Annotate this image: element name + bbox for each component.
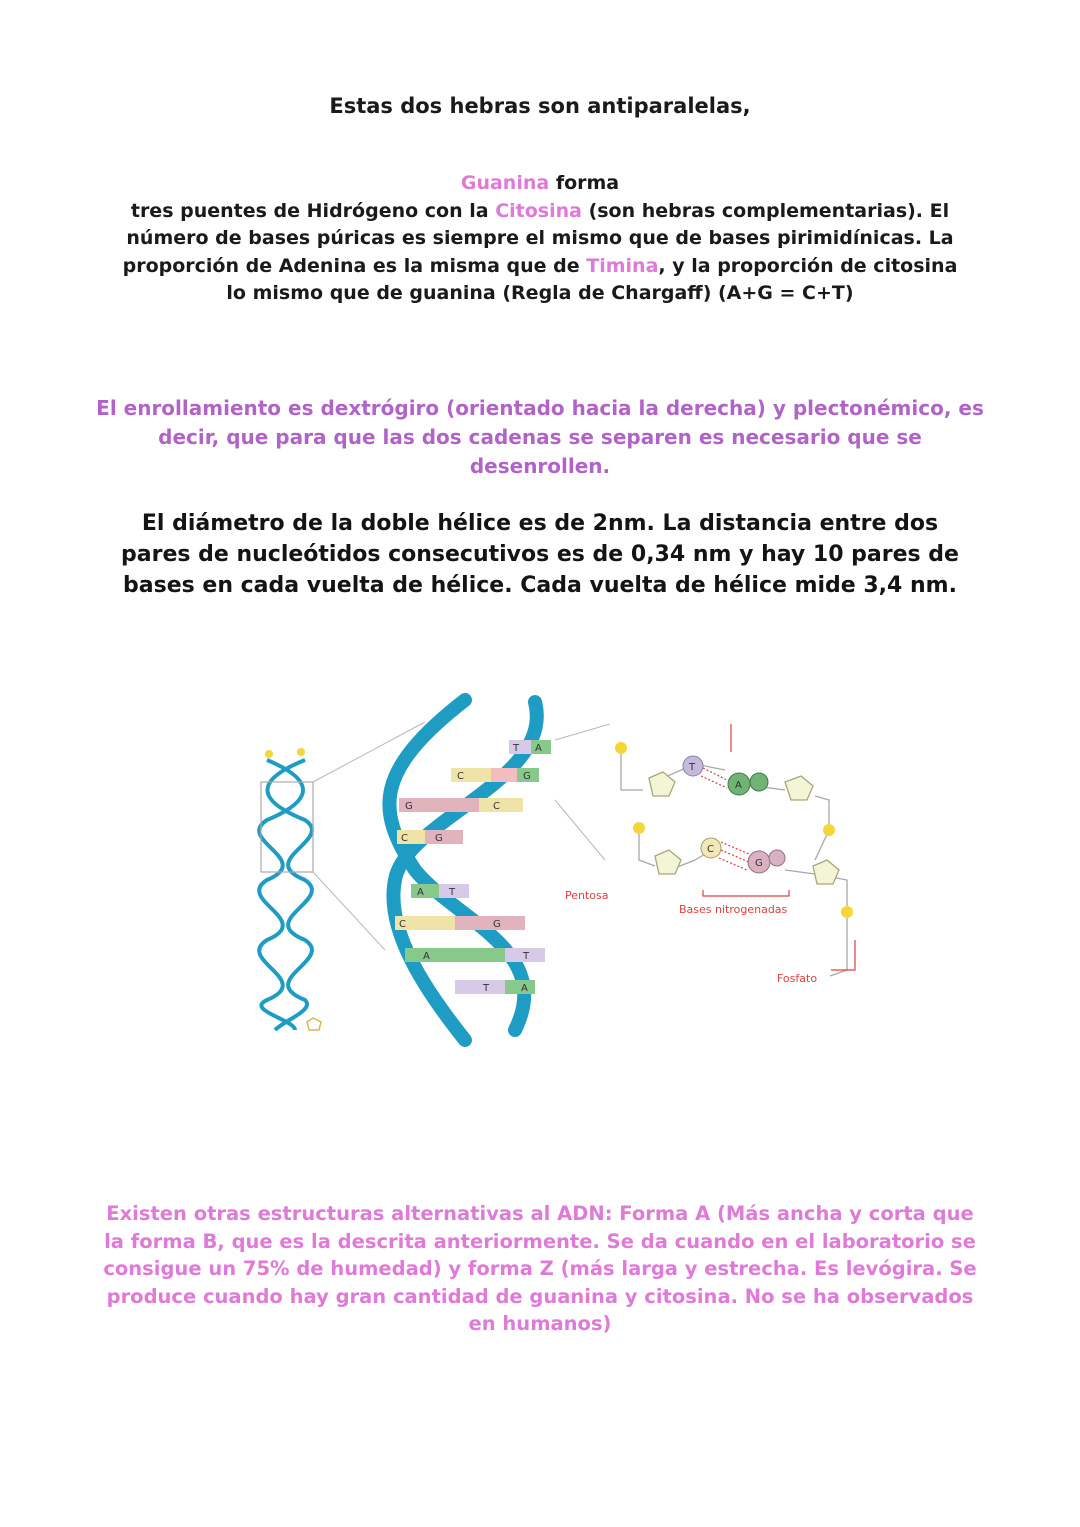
label-fosfato: Fosfato	[777, 972, 818, 985]
bp-left-2: G	[405, 801, 413, 812]
bp-left-7: T	[483, 983, 490, 994]
bp-right-1: G	[523, 771, 531, 782]
enrollamiento-paragraph: El enrollamiento es dextrógiro (orientado hacia la derecha) y plectonémico, es decir, que para que las dos cadenas se separen es necesario que se desenrollen.	[96, 396, 984, 478]
zoom-line-right-bottom	[555, 800, 605, 860]
citosina-term: Citosina	[495, 199, 582, 222]
base-pair-row	[399, 798, 523, 812]
bp-right-7: A	[521, 983, 528, 994]
label-lines	[703, 724, 855, 970]
text-chargaff: , y la proporción de citosina lo mismo que de guanina (Regla de Chargaff) (A+G = C+T)	[226, 254, 958, 304]
base-pair-row	[509, 740, 551, 754]
base-top-1: T	[689, 762, 696, 773]
base-pair-row	[455, 980, 535, 994]
bp-right-3: G	[435, 833, 443, 844]
text-bases: (son hebras complementarias). El número de bases púricas es siempre el mismo que de bases pirimidínicas. La proporción de Adenina es la misma que de	[122, 199, 954, 277]
bp-left-1: C	[457, 771, 464, 782]
mini-sugar-bottom	[307, 1018, 321, 1030]
mini-phosphate-top-right	[297, 748, 305, 756]
timina-term: Timina	[586, 254, 659, 277]
mini-helix	[259, 760, 312, 1030]
base-pair-row	[397, 830, 463, 844]
bp-right-6: T	[523, 951, 530, 962]
base-bottom-2: G	[755, 858, 763, 869]
label-bases-nitrogenadas: Bases nitrogenadas	[679, 903, 788, 916]
bp-right-2: C	[493, 801, 500, 812]
bp-right-5: G	[493, 919, 501, 930]
intro-line: Estas dos hebras son antiparalelas,	[329, 94, 751, 118]
text-forma: forma	[549, 172, 620, 194]
dna-diagram	[255, 690, 875, 1050]
base-top-2: A	[735, 780, 742, 791]
zoom-line-bottom	[313, 872, 385, 950]
text-puentes: tres puentes de Hidrógeno con la	[130, 199, 496, 222]
bp-left-0: T	[513, 743, 520, 754]
label-pentosa: Pentosa	[565, 889, 609, 902]
bp-left-5: C	[399, 919, 406, 930]
bp-left-3: C	[401, 833, 408, 844]
bp-right-0: A	[535, 743, 542, 754]
base-pair-row	[451, 768, 539, 782]
chargaff-paragraph	[120, 170, 960, 308]
mini-phosphate-top-left	[265, 750, 273, 758]
base-pair-row	[395, 916, 525, 930]
guanina-term: Guanina	[460, 172, 550, 194]
diametro-paragraph: El diámetro de la doble hélice es de 2nm. La distancia entre dos pares de nucleótidos consecutivos es de 0,34 nm y hay 10 pares de bases en cada vuelta de hélice. Cada vuelta de hélice mide 3,4 nm.	[121, 511, 959, 598]
nitrogen-bases	[683, 756, 785, 873]
bp-left-4: A	[417, 887, 424, 898]
formas-alternativas-paragraph: Existen otras estructuras alternativas al ADN: Forma A (Más ancha y corta que la forma B, que es la descrita anteriormente. Se da cuando en el laboratorio se consigue un 75% de humedad) y forma Z (más larga y estrecha. Es levógira. Se produce cuando hay gran cantidad de guanina y citosina. No se ha observados en humanos)	[103, 1202, 977, 1335]
base-pair-row	[405, 948, 545, 962]
base-pair-row	[411, 884, 469, 898]
bp-left-6: A	[423, 951, 430, 962]
base-bottom-1: C	[707, 844, 714, 855]
bp-right-4: T	[449, 887, 456, 898]
zoom-line-right-top	[555, 724, 610, 740]
phosphate-groups	[615, 742, 853, 918]
